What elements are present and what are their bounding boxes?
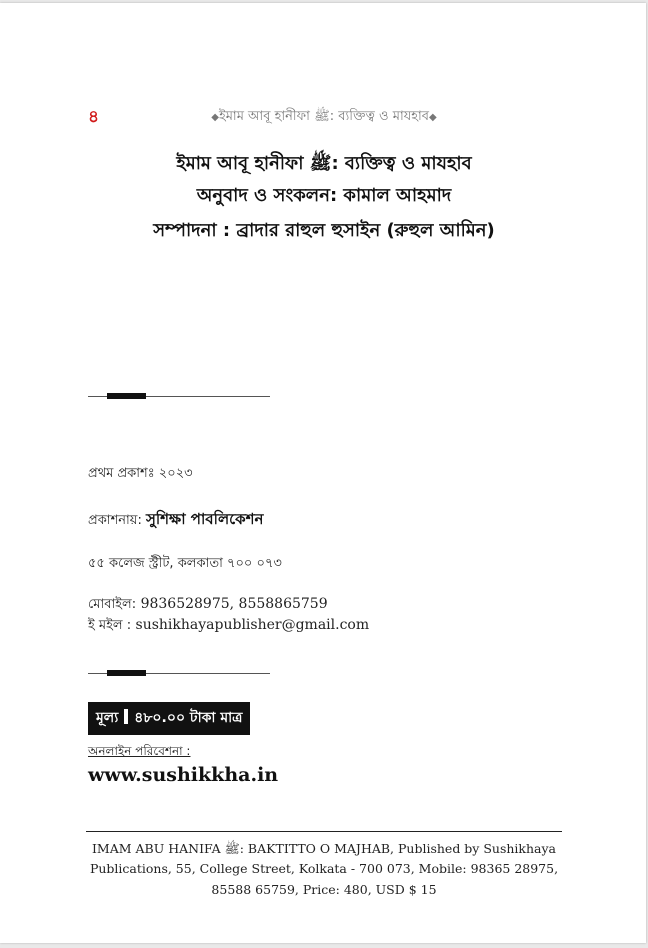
book-title: ইমাম আবূ হানীফা ﷺ: ব্যক্তিত্ব ও মাযহাব — [176, 153, 472, 174]
publisher-label: প্রকাশনায়: — [88, 513, 142, 528]
price-separator — [124, 709, 128, 724]
page-number: ৪ — [88, 107, 100, 127]
mobile-label: মোবাইল: — [88, 597, 137, 612]
first-edition: প্রথম প্রকাশঃ ২০২৩ — [88, 466, 193, 481]
email-label: ই মইল : — [88, 618, 132, 633]
running-title: ইমাম আবূ হানীফা ﷺ: ব্যক্তিত্ব ও মাযহাব — [218, 109, 430, 124]
publisher-name: সুশিক্ষা পাবলিকেশন — [145, 510, 264, 528]
footer-line-3: 85588 65759, Price: 480, USD $ 15 — [211, 882, 437, 897]
online-distribution-label: অনলাইন পরিবেশনা : — [88, 744, 191, 758]
footer-line-1: IMAM ABU HANIFA ﷺ: BAKTITTO O MAJHAB, Published by Sushikhaya — [91, 841, 557, 856]
book-page — [0, 3, 646, 943]
footer-line-2: Publications, 55, College Street, Kolkata - 700 073, Mobile: 98365 28975, — [89, 861, 559, 876]
price-value: ৪৮০.০০ টাকা মাত্র — [134, 710, 243, 726]
divider-accent — [107, 393, 146, 399]
diamond-ornament-icon: ◆ — [429, 112, 437, 123]
footer-rule — [86, 831, 562, 832]
price-label: মূল্য — [96, 710, 119, 726]
publisher-line — [88, 508, 263, 533]
translator-line: অনুবাদ ও সংকলন: কামাল আহমাদ — [196, 185, 452, 206]
running-header — [0, 107, 648, 128]
editor-line: সম্পাদনা : ব্রাদার রাহুল হুসাইন (রুহুল আমিন) — [153, 220, 495, 241]
address: ৫৫ কলেজ স্ট্রীট, কলকাতা ৭০০ ০৭৩ — [88, 556, 282, 571]
email-value: sushikhayapublisher@gmail.com — [135, 617, 370, 633]
diamond-ornament-icon: ◆ — [211, 112, 219, 123]
divider-accent — [107, 670, 146, 676]
website-link[interactable]: www.sushikkha.in — [88, 764, 279, 786]
mobile-value: 9836528975, 8558865759 — [140, 596, 328, 612]
mobile-line — [88, 595, 328, 616]
email-line — [88, 616, 369, 637]
price-badge — [88, 702, 250, 735]
